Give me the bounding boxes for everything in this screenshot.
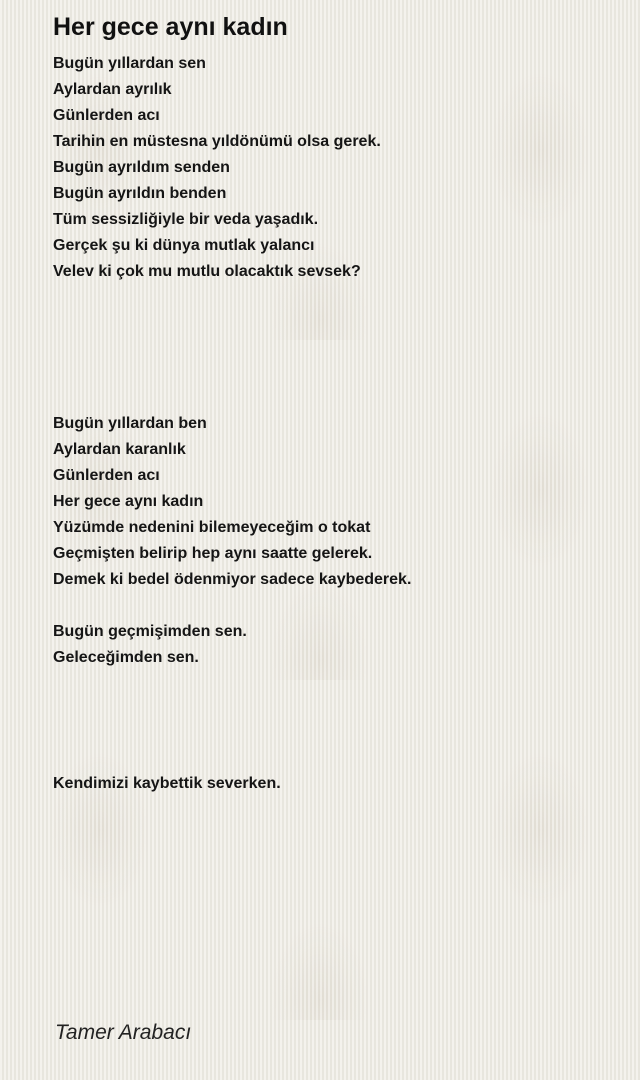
poem-line: Bugün geçmişimden sen. bbox=[53, 623, 247, 640]
poem-line: Aylardan ayrılık bbox=[53, 81, 172, 98]
poem-line: Yüzümde nedenini bilemeyeceğim o tokat bbox=[53, 519, 371, 536]
poem-line: Geleceğimden sen. bbox=[53, 649, 199, 666]
poem-line: Bugün ayrıldım senden bbox=[53, 159, 230, 176]
poem-line: Tüm sessizliğiyle bir veda yaşadık. bbox=[53, 211, 319, 228]
poem-line: Aylardan karanlık bbox=[53, 441, 186, 458]
poem-author: Tamer Arabacı bbox=[55, 1021, 192, 1044]
poem-line: Demek ki bedel ödenmiyor sadece kaybederek. bbox=[53, 571, 412, 588]
poem-title: Her gece aynı kadın bbox=[53, 13, 288, 41]
poem-line: Günlerden acı bbox=[53, 467, 160, 484]
poem-line: Gerçek şu ki dünya mutlak yalancı bbox=[53, 237, 315, 254]
poem-line: Günlerden acı bbox=[53, 107, 160, 124]
poem-line: Bugün yıllardan ben bbox=[53, 415, 207, 432]
poem-line: Bugün ayrıldın benden bbox=[53, 185, 227, 202]
poem-line: Kendimizi kaybettik severken. bbox=[53, 775, 281, 792]
poem-line: Geçmişten belirip hep aynı saatte gelerek. bbox=[53, 545, 373, 562]
poem-line: Her gece aynı kadın bbox=[53, 493, 204, 510]
poem-line: Tarihin en müstesna yıldönümü olsa gerek. bbox=[53, 133, 381, 150]
poem-line: Bugün yıllardan sen bbox=[53, 55, 206, 72]
poem-line: Velev ki çok mu mutlu olacaktık sevsek? bbox=[53, 263, 361, 280]
